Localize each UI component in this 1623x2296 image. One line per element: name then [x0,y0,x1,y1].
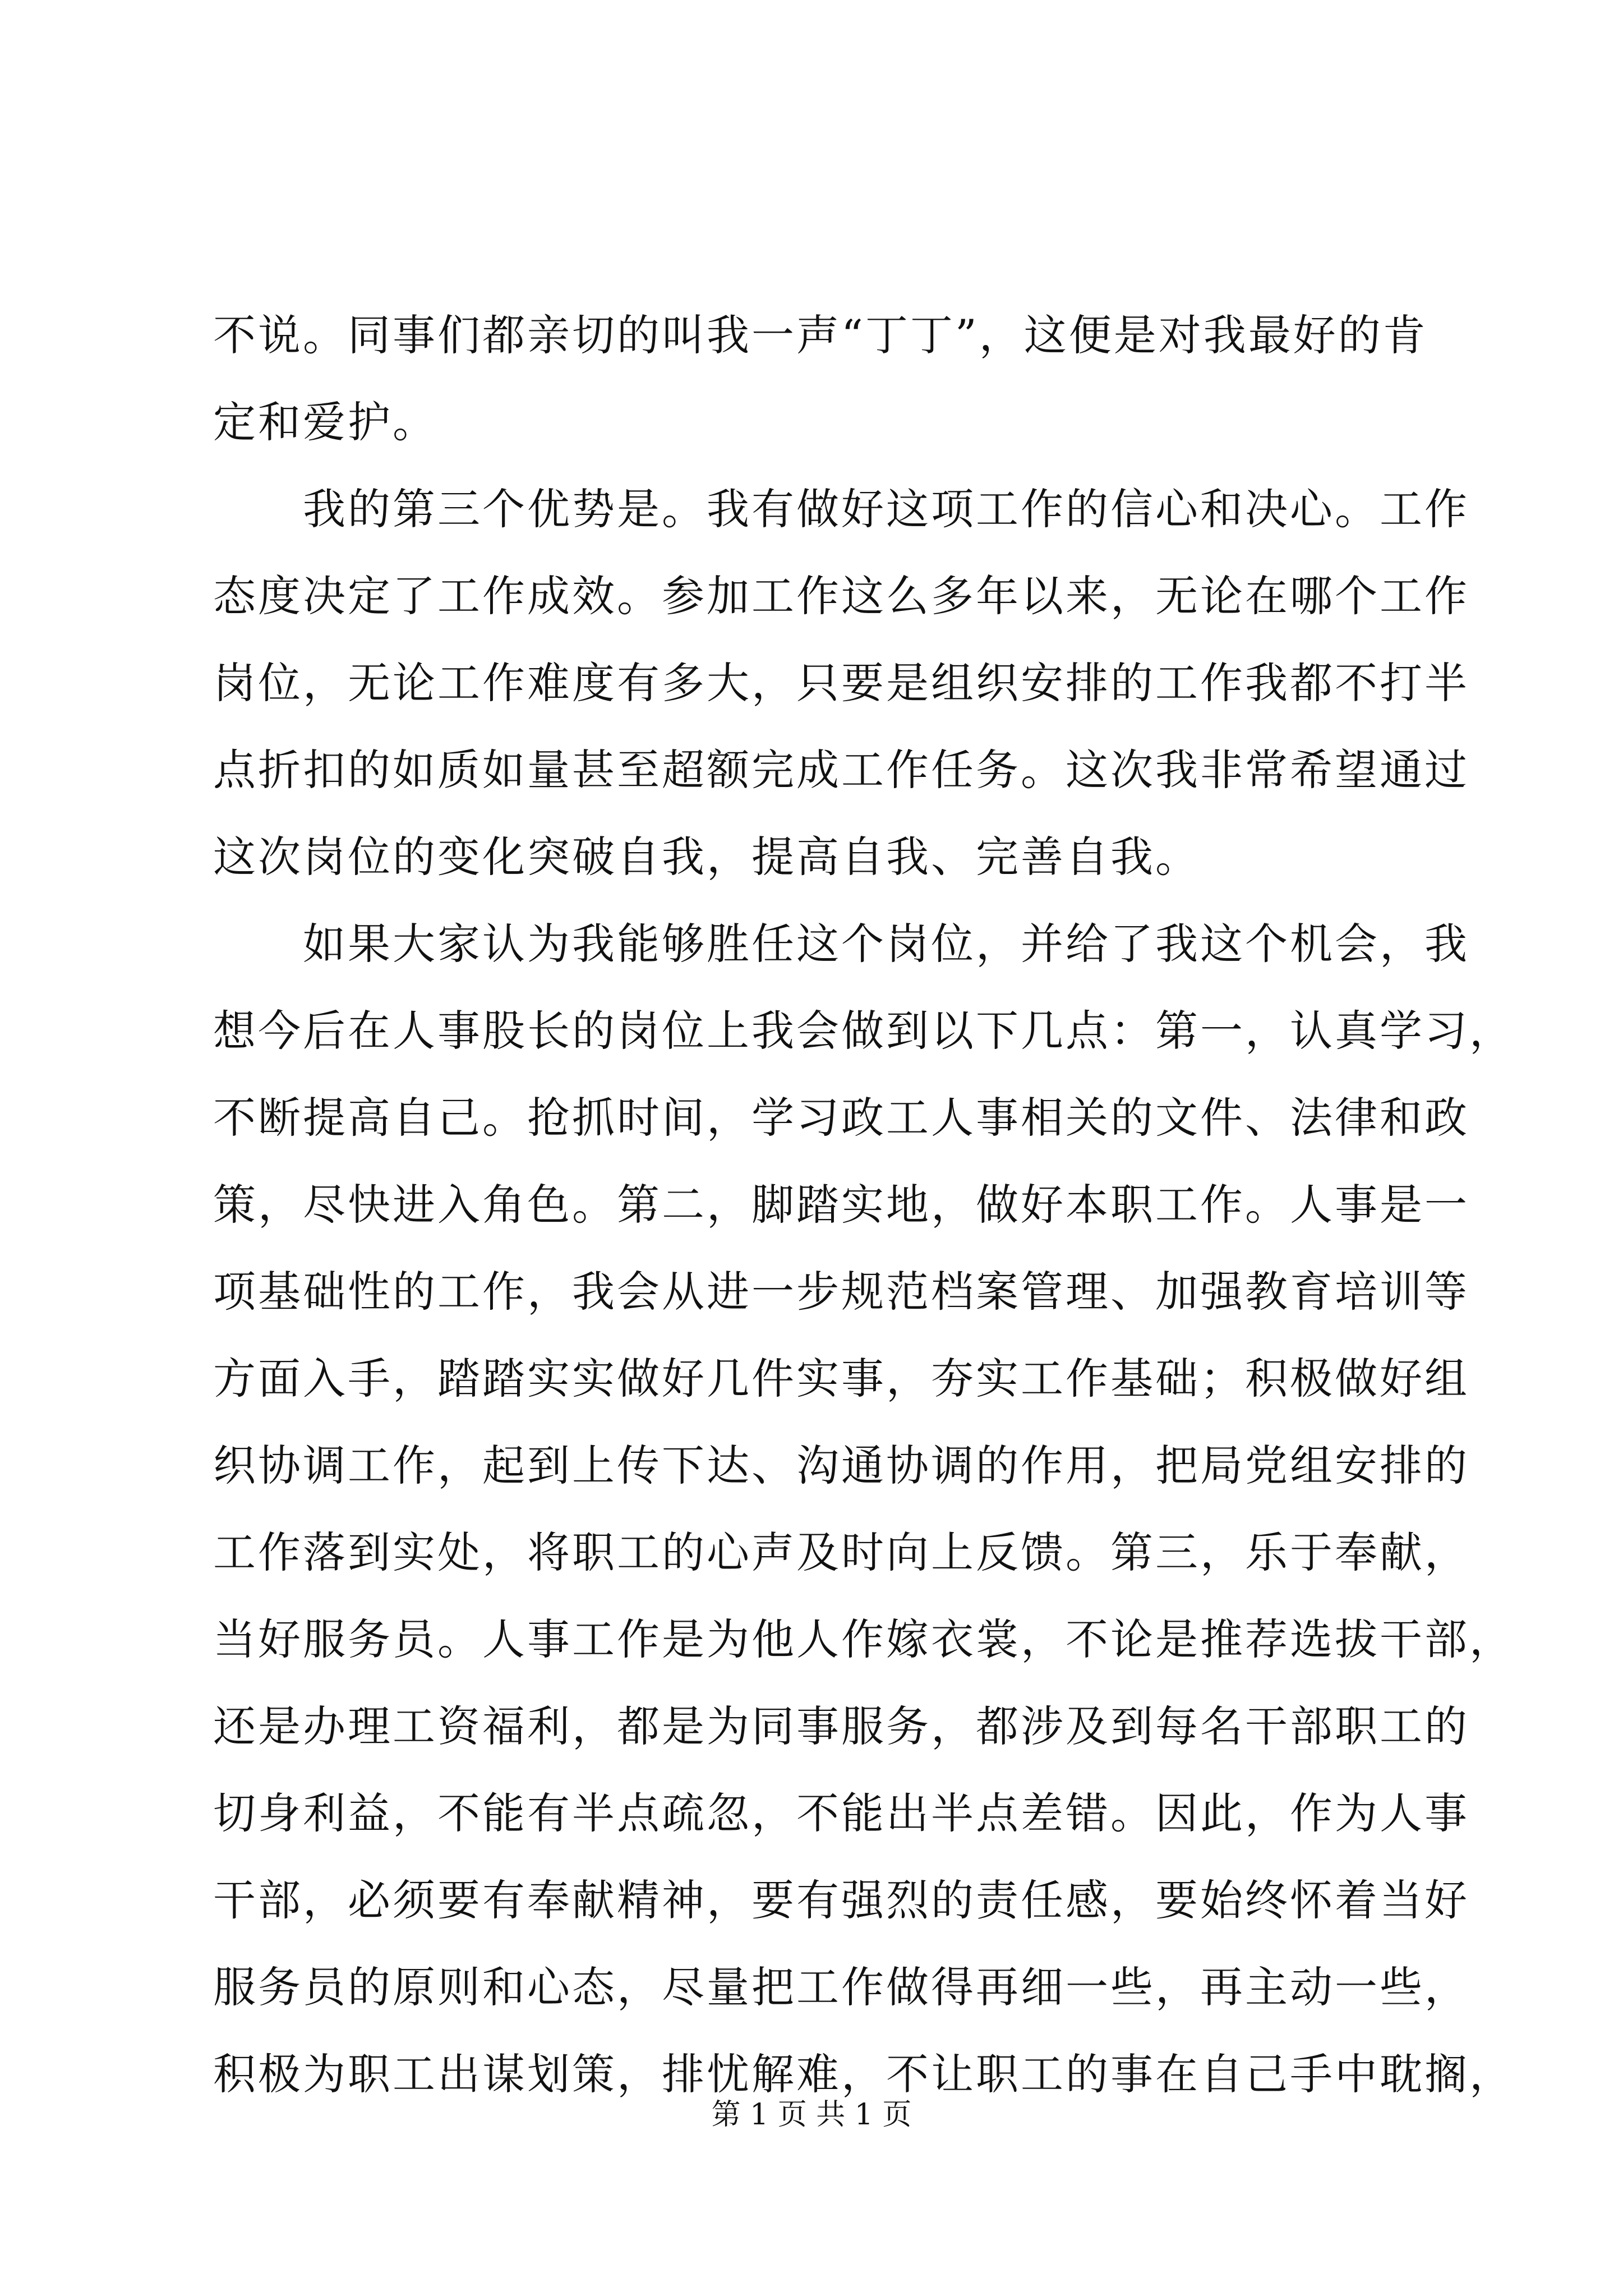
text-line: 项基础性的工作，我会从进一步规范档案管理、加强教育培训等 [213,1267,1469,1317]
document-body [213,292,1514,2118]
text-line: 我的第三个优势是。我有做好这项工作的信心和决心。工作 [303,484,1469,534]
text-line: 岗位，无论工作难度有多大，只要是组织安排的工作我都不打半 [213,658,1469,708]
text-line: 干部，必须要有奉献精神，要有强烈的责任感，要始终怀着当好 [213,1875,1469,1925]
text-line: 策，尽快进入角色。第二，脚踏实地，做好本职工作。人事是一 [213,1180,1469,1230]
text-line: 积极为职工出谋划策，排忧解难，不让职工的事在自己手中耽搁， [213,2049,1514,2099]
text-line: 不断提高自己。抢抓时间，学习政工人事相关的文件、法律和政 [213,1093,1469,1143]
text-line: 服务员的原则和心态，尽量把工作做得再细一些，再主动一些， [213,1962,1469,2012]
page-footer: 第 1 页 共 1 页 [711,2098,912,2132]
text-line: 这次岗位的变化突破自我，提高自我、完善自我。 [213,832,1200,882]
text-line: 定和爱护。 [213,397,437,447]
text-line: 不说。同事们都亲切的叫我一声“丁丁”，这便是对我最好的肯 [213,310,1428,360]
text-line: 切身利益，不能有半点疏忽，不能出半点差错。因此，作为人事 [213,1788,1469,1838]
text-line: 织协调工作，起到上传下达、沟通协调的作用，把局党组安排的 [213,1441,1469,1490]
text-line: 当好服务员。人事工作是为他人作嫁衣裳，不论是推荐选拔干部， [213,1614,1514,1664]
text-line: 如果大家认为我能够胜任这个岗位，并给了我这个机会，我 [303,919,1469,969]
text-line: 点折扣的如质如量甚至超额完成工作任务。这次我非常希望通过 [213,745,1469,795]
text-line: 想今后在人事股长的岗位上我会做到以下几点：第一，认真学习， [213,1006,1514,1056]
text-line: 还是办理工资福利，都是为同事服务，都涉及到每名干部职工的 [213,1701,1469,1751]
text-line: 方面入手，踏踏实实做好几件实事，夯实工作基础；积极做好组 [213,1354,1469,1404]
text-line: 工作落到实处，将职工的心声及时向上反馈。第三，乐于奉献， [213,1527,1469,1577]
text-line: 态度决定了工作成效。参加工作这么多年以来，无论在哪个工作 [213,571,1469,621]
